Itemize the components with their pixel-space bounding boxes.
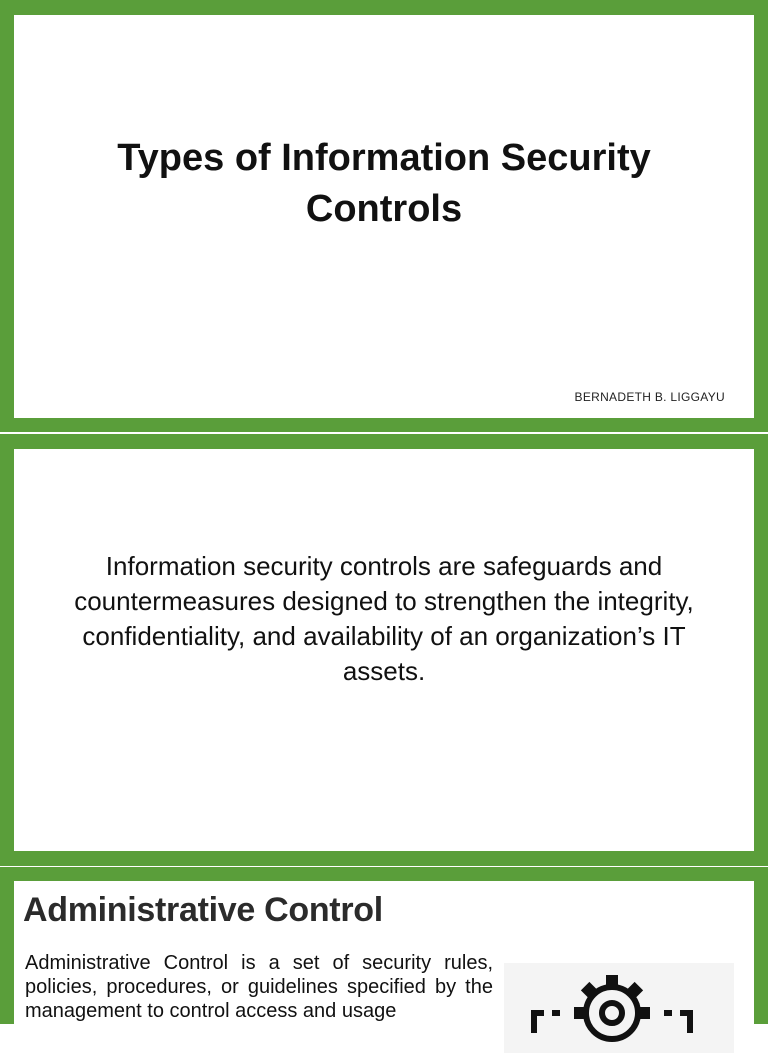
slide-3	[0, 867, 768, 1024]
slide-1-canvas	[14, 15, 754, 418]
slide-paragraph: Administrative Control is a set of security rules, policies, procedures, or guidelines specified by the management to control access and usage	[25, 952, 493, 1022]
slide-2	[0, 434, 768, 866]
slide-title: Types of Information Security Controls	[117, 137, 651, 230]
slide-body-text: Information security controls are safeguards and countermeasures designed to strengthen the integrity, confidentiality, and availability of an organization’s IT assets.	[74, 551, 694, 686]
slide-1	[0, 0, 768, 432]
slide-author: BERNADETH B. LIGGAYU	[574, 390, 725, 404]
slide-3-canvas	[14, 881, 754, 1041]
slide-2-canvas	[14, 449, 754, 851]
gear-bracket-icon	[504, 963, 734, 1053]
slide-heading: Administrative Control	[23, 891, 383, 929]
